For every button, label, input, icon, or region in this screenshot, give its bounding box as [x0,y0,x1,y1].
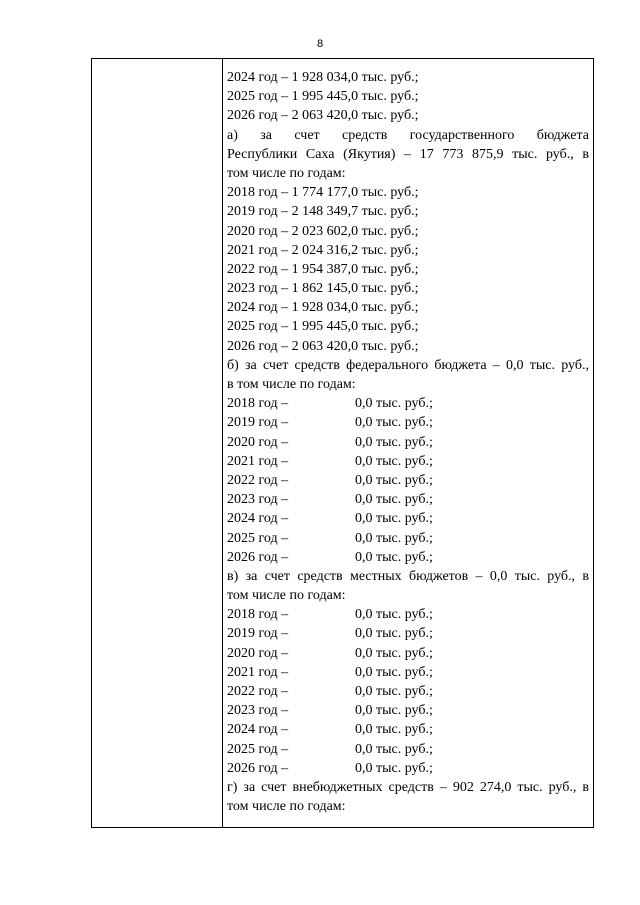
section-c-row [227,682,589,701]
section-a-row: 2023 год – 1 862 145,0 тыс. руб.; [227,281,419,297]
section-c-row [227,644,589,663]
row-year: 2024 год – [227,722,289,738]
row-year: 2019 год – [227,626,289,642]
row-year: 2022 год – [227,472,289,488]
row-year: 2025 год – [227,741,289,757]
section-b-row [227,452,589,471]
row-year: 2021 год – [227,453,289,469]
section-b-row [227,529,589,548]
section-b-row [227,548,589,567]
row-value: 0,0 тыс. руб.; [355,645,433,661]
row-year: 2026 год – [227,549,289,565]
row-value: 0,0 тыс. руб.; [355,511,433,527]
row-value: 0,0 тыс. руб.; [355,396,433,412]
section-c-heading: в) за счет средств местных бюджетов – 0,0 тыс. руб., в [227,568,589,584]
row-value: 0,0 тыс. руб.; [355,741,433,757]
row-year: 2020 год – [227,434,289,450]
row-value: 0,0 тыс. руб.; [355,760,433,776]
text-line: 2024 год – 1 928 034,0 тыс. руб.; [227,70,419,85]
section-a-row: 2018 год – 1 774 177,0 тыс. руб.; [227,185,419,201]
section-b-row [227,394,589,413]
section-a-row: 2025 год – 1 995 445,0 тыс. руб.; [227,319,419,335]
row-year: 2021 год – [227,664,289,680]
section-b-row [227,471,589,490]
funding-table [91,58,594,828]
section-a-row: 2021 год – 2 024 316,2 тыс. руб.; [227,242,419,258]
section-d-heading: том числе по годам: [227,799,346,815]
row-value: 0,0 тыс. руб.; [355,530,433,546]
row-value: 0,0 тыс. руб.; [355,453,433,469]
section-c-row [227,701,589,720]
section-b-row [227,509,589,528]
row-year: 2023 год – [227,703,289,719]
section-b-row [227,490,589,509]
section-c-row [227,759,589,778]
section-c-row [227,624,589,643]
section-b-row [227,433,589,452]
row-value: 0,0 тыс. руб.; [355,549,433,565]
row-year: 2023 год – [227,492,289,508]
section-a-row: 2019 год – 2 148 349,7 тыс. руб.; [227,204,419,220]
section-d-heading: г) за счет внебюджетных средств – 902 274,0 тыс. руб., в [227,779,589,795]
row-value: 0,0 тыс. руб.; [355,722,433,738]
row-value: 0,0 тыс. руб.; [355,472,433,488]
section-a-row: 2022 год – 1 954 387,0 тыс. руб.; [227,261,419,277]
row-value: 0,0 тыс. руб.; [355,703,433,719]
row-value: 0,0 тыс. руб.; [355,607,433,623]
row-value: 0,0 тыс. руб.; [355,684,433,699]
row-value: 0,0 тыс. руб.; [355,626,433,642]
row-value: 0,0 тыс. руб.; [355,664,433,680]
section-c-row [227,605,589,624]
section-c-row [227,663,589,682]
section-c-heading: том числе по годам: [227,588,346,604]
row-value: 0,0 тыс. руб.; [355,492,433,508]
text-line: 2025 год – 1 995 445,0 тыс. руб.; [227,89,419,105]
section-a-row: 2024 год – 1 928 034,0 тыс. руб.; [227,300,419,316]
section-c-row [227,740,589,759]
text-line: 2026 год – 2 063 420,0 тыс. руб.; [227,108,419,124]
section-c-row [227,720,589,739]
section-a-row: 2020 год – 2 023 602,0 тыс. руб.; [227,223,419,239]
row-year: 2018 год – [227,396,289,412]
section-a-row: 2026 год – 2 063 420,0 тыс. руб.; [227,338,419,354]
row-year: 2018 год – [227,607,289,623]
section-a-heading: том числе по годам: [227,165,346,181]
row-value: 0,0 тыс. руб.; [355,434,433,450]
section-a-heading: Республики Саха (Якутия) – 17 773 875,9 тыс. руб., в [227,146,589,162]
row-year: 2022 год – [227,684,289,699]
table-left-cell [92,59,223,827]
row-year: 2026 год – [227,760,289,776]
row-year: 2025 год – [227,530,289,546]
row-year: 2019 год – [227,415,289,431]
row-year: 2024 год – [227,511,289,527]
section-b-row [227,413,589,432]
row-value: 0,0 тыс. руб.; [355,415,433,431]
row-year: 2020 год – [227,645,289,661]
section-b-heading: б) за счет средств федерального бюджета – 0,0 тыс. руб., [227,357,589,373]
section-a-heading: а) за счет средств государственного бюджета [227,127,589,143]
section-b-heading: в том числе по годам: [227,377,356,392]
page-number: 8 [316,38,324,50]
table-right-cell [223,59,593,827]
